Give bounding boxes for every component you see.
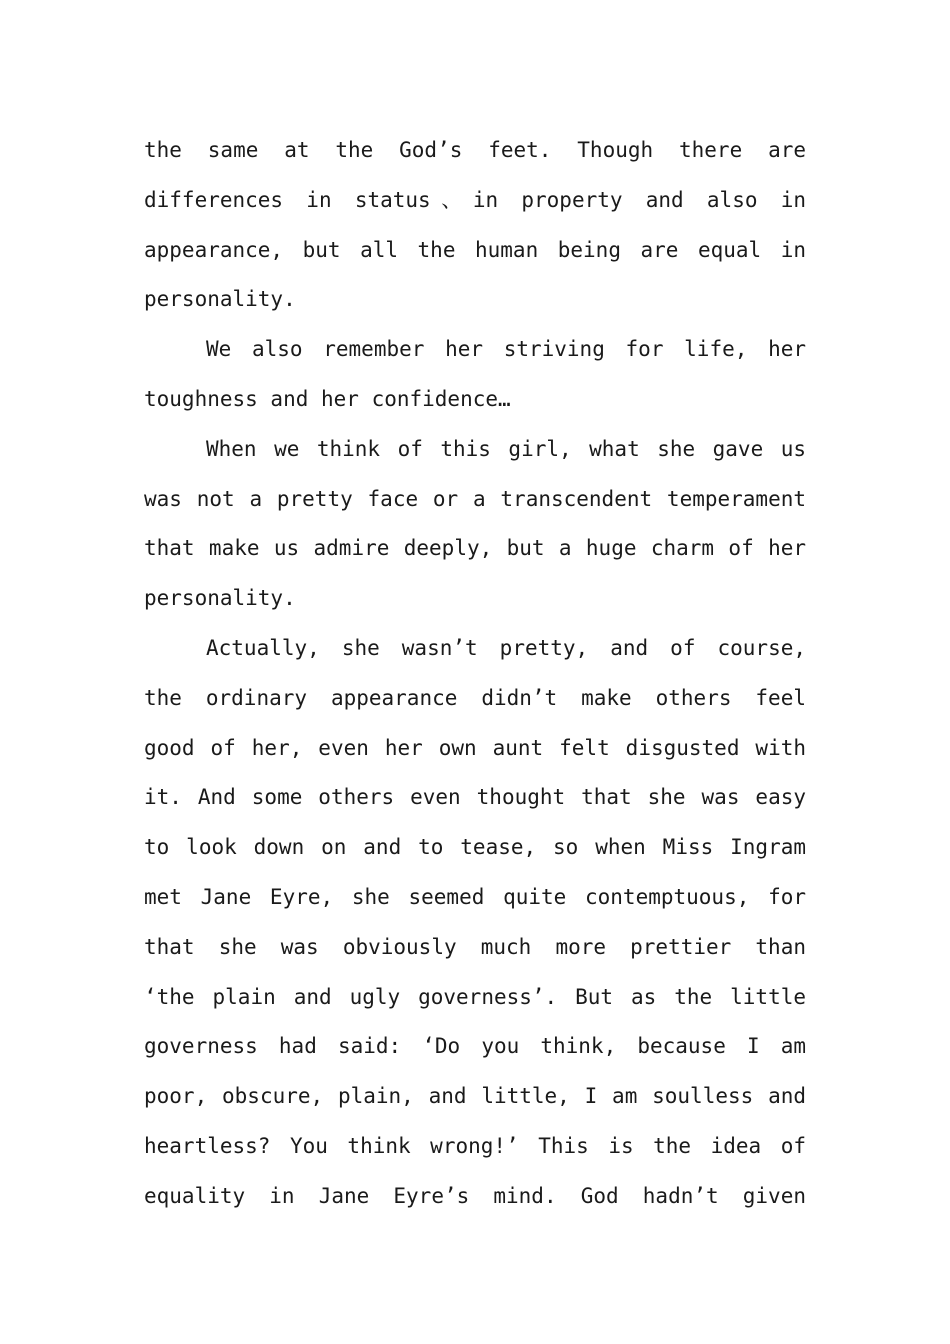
text-line: personality. bbox=[144, 287, 296, 312]
paragraph-first-line: We also remember her striving for life, her bbox=[206, 337, 806, 362]
paragraph-first-line: Actually, she wasn’t pretty, and of course, bbox=[206, 635, 806, 660]
text-line: to look down on and to tease, so when Miss Ingram bbox=[144, 835, 806, 860]
text-line: personality. bbox=[144, 586, 296, 611]
text-line: the same at the God’s feet. Though there are bbox=[144, 138, 806, 162]
text-line: appearance, but all the human being are equal in bbox=[144, 237, 806, 262]
text-line: met Jane Eyre, she seemed quite contemptuous, for bbox=[144, 884, 806, 909]
text-line: poor, obscure, plain, and little, I am soulless and bbox=[144, 1084, 806, 1109]
text-line: the ordinary appearance didn’t make others feel bbox=[144, 685, 806, 710]
paragraph-first-line: When we think of this girl, what she gave us bbox=[206, 436, 806, 461]
text-line: differences in status、in property and also in bbox=[144, 187, 806, 212]
text-line: equality in Jane Eyre’s mind. God hadn’t given bbox=[144, 1183, 806, 1208]
text-line: that she was obviously much more prettier than bbox=[144, 934, 806, 959]
text-line: good of her, even her own aunt felt disgusted with bbox=[144, 735, 806, 760]
text-line: that make us admire deeply, but a huge charm of her bbox=[144, 536, 806, 561]
text-line: was not a pretty face or a transcendent temperament bbox=[144, 486, 806, 511]
text-line: ‘the plain and ugly governess’. But as the little bbox=[144, 984, 806, 1009]
body-text bbox=[144, 126, 806, 1222]
text-line: heartless? You think wrong!’ This is the idea of bbox=[144, 1133, 806, 1158]
text-line: governess had said: ‘Do you think, because I am bbox=[144, 1034, 806, 1059]
text-line: it. And some others even thought that she was easy bbox=[144, 785, 806, 810]
text-line: toughness and her confidence… bbox=[144, 386, 511, 411]
